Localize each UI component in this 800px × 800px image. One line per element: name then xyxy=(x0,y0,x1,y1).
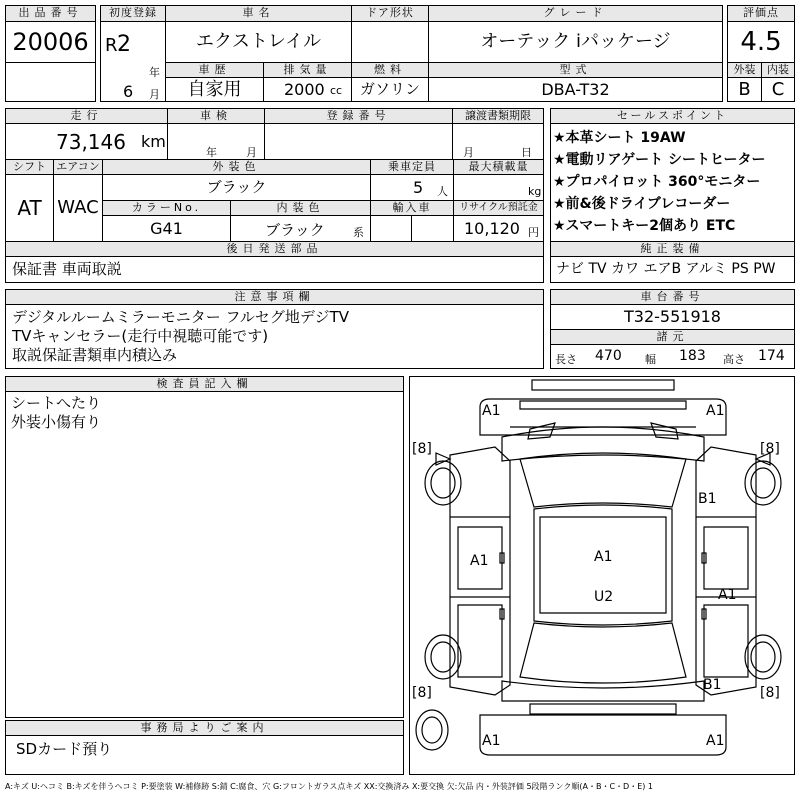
plate-label: 登録番号 xyxy=(264,108,453,124)
sales-point-item: ★電動リアゲート シートヒーター xyxy=(553,152,766,168)
notes-label: 注意事項欄 xyxy=(5,289,544,305)
later-parts-value: 保証書 車両取説 xyxy=(5,256,544,283)
ext-color-value: ブラック xyxy=(102,174,371,201)
shift-value: AT xyxy=(5,174,54,242)
notes-list xyxy=(12,308,537,365)
interior-label: 内装 xyxy=(761,62,795,78)
fuel-value: ガソリン xyxy=(351,77,429,102)
sales-point-item: ★スマートキー2個あり ETC xyxy=(553,218,736,234)
year-value: 2 xyxy=(117,32,131,57)
first-reg-cell xyxy=(100,21,166,102)
model-value: DBA-T32 xyxy=(428,77,723,102)
int-color-cell xyxy=(230,215,371,242)
width-value: 183 xyxy=(679,348,706,364)
dmg-right-rear: B1 xyxy=(703,677,722,693)
inspection-cell xyxy=(167,123,265,160)
era-value: R xyxy=(105,35,118,56)
dmg-rear-left: A1 xyxy=(482,733,501,749)
lot-no-value: 20006 xyxy=(5,21,96,63)
equipment-label: 純正装備 xyxy=(550,241,795,257)
mileage-value: 73,146 xyxy=(56,130,126,154)
car-diagram-svg xyxy=(410,377,796,776)
sales-point-item: ★前&後ドライブレコーダー xyxy=(553,196,731,212)
transfer-day: 日 xyxy=(521,146,532,159)
door-label: ドア形状 xyxy=(351,5,429,22)
grade-value: オーテック iパッケージ xyxy=(428,21,723,63)
first-reg-label: 初度登録 xyxy=(100,5,166,22)
month-suffix: 月 xyxy=(149,88,160,101)
dmg-right-front: B1 xyxy=(698,491,717,507)
damage-diagram xyxy=(409,376,795,775)
displacement-cell xyxy=(263,77,352,102)
dmg-front-right: A1 xyxy=(706,403,725,419)
height-value: 174 xyxy=(758,348,785,364)
office-value: SDカード預り xyxy=(5,735,404,775)
color-no-value: G41 xyxy=(102,215,231,242)
car-name-label: 車名 xyxy=(165,5,352,22)
legend: A:キズ U:ヘコミ B:キズを伴うヘコミ P:要塗装 W:補修跡 S:錆 C:腐食、穴 G:フロントガラス点キズ XX:交換済み X:要交換 欠:欠品 内・外装評価 5段階ランク順(A・B・C・D・E) 1 xyxy=(5,782,654,791)
transfer-cell xyxy=(452,123,544,160)
color-no-label: カラーNo. xyxy=(102,200,231,216)
import-cell xyxy=(370,215,454,242)
fuel-label: 燃料 xyxy=(351,62,429,78)
sales-points-box xyxy=(550,123,795,242)
ext-color-label: 外装色 xyxy=(102,159,371,175)
tag-rear-right: [8] xyxy=(760,685,780,701)
displacement-value: 2000 xyxy=(284,80,325,99)
chassis-value: T32-551918 xyxy=(550,304,795,330)
history-label: 車歴 xyxy=(165,62,264,78)
inspector-box xyxy=(5,391,404,718)
sales-points-label: セールスポイント xyxy=(550,108,795,124)
dmg-front-left: A1 xyxy=(482,403,501,419)
specs-label: 諸元 xyxy=(550,329,795,345)
height-label: 高さ xyxy=(723,353,745,366)
inspector-label: 検査員記入欄 xyxy=(5,376,404,392)
history-value: 自家用 xyxy=(165,77,264,102)
persons-unit: 人 xyxy=(437,185,448,198)
sales-point-item: ★本革シート 19AW xyxy=(553,130,686,146)
sales-points-list xyxy=(553,127,792,237)
cc-unit: cc xyxy=(330,84,343,97)
width-label: 幅 xyxy=(645,353,656,366)
score-value: 4.5 xyxy=(727,21,795,63)
sales-point-item: ★プロパイロット 360°モニター xyxy=(553,174,761,190)
length-value: 470 xyxy=(595,348,622,364)
mileage-label: 走行 xyxy=(5,108,168,124)
inspection-month: 月 xyxy=(246,146,257,159)
int-color-value: ブラック xyxy=(265,221,325,239)
recycle-value: 10,120 xyxy=(464,219,520,238)
note-line-item: デジタルルームミラーモニター フルセグ地デジTV xyxy=(12,308,350,326)
inspection-label: 車検 xyxy=(167,108,265,124)
score-label: 評価点 xyxy=(727,5,795,22)
capacity-value: 5 xyxy=(413,178,424,197)
displacement-label: 排気量 xyxy=(263,62,352,78)
lot-no-label: 出品番号 xyxy=(5,5,96,22)
lot-no-blank xyxy=(5,62,96,102)
note-line-item: 取説保証書類車内積込み xyxy=(12,346,178,364)
max-load-cell xyxy=(453,174,544,201)
yen-unit: 円 xyxy=(528,226,539,239)
exterior-score: B xyxy=(727,77,762,102)
transfer-month: 月 xyxy=(463,146,474,159)
mileage-cell xyxy=(5,123,168,160)
car-name-value: エクストレイル xyxy=(165,21,352,63)
chassis-label: 車台番号 xyxy=(550,289,795,305)
aircon-value: WAC xyxy=(53,174,103,242)
dmg-left-door: A1 xyxy=(470,553,489,569)
model-label: 型式 xyxy=(428,62,723,78)
inspection-year: 年 xyxy=(206,146,217,159)
later-parts-label: 後日発送部品 xyxy=(5,241,544,257)
note-line-item: TVキャンセラー(走行中視聴可能です) xyxy=(12,327,269,345)
interior-score: C xyxy=(761,77,795,102)
dmg-interior: U2 xyxy=(594,589,614,605)
recycle-cell xyxy=(453,215,544,242)
dmg-right-door: A1 xyxy=(718,587,737,603)
tag-side-right: [8] xyxy=(760,441,780,457)
exterior-label: 外装 xyxy=(727,62,762,78)
office-label: 事務局よりご案内 xyxy=(5,720,404,736)
tag-rear-left: [8] xyxy=(412,685,432,701)
inspector-line-item: シートへたり xyxy=(11,394,102,412)
era-suffix: 年 xyxy=(149,66,160,79)
kg-unit: kg xyxy=(528,185,542,198)
length-label: 長さ xyxy=(555,353,577,366)
shift-label: シフト xyxy=(5,159,54,175)
transfer-label: 譲渡書類期限 xyxy=(452,108,544,124)
grade-label: グレード xyxy=(428,5,723,22)
equipment-value: ナビ TV カワ エアB アルミ PS PW xyxy=(550,256,795,283)
max-load-label: 最大積載量 xyxy=(453,159,544,175)
plate-value xyxy=(264,123,453,160)
door-value xyxy=(351,21,429,63)
specs-cell xyxy=(550,344,795,369)
dmg-rear-right: A1 xyxy=(706,733,725,749)
recycle-label: リサイクル預託金 xyxy=(453,200,544,216)
int-color-label: 内装色 xyxy=(230,200,371,216)
month-value: 6 xyxy=(123,82,134,101)
dmg-roof: A1 xyxy=(594,549,613,565)
inspector-line-item: 外装小傷有り xyxy=(11,413,102,431)
capacity-cell xyxy=(370,174,454,201)
aircon-label: エアコン xyxy=(53,159,103,175)
import-label: 輸入車 xyxy=(370,200,454,216)
kei-unit: 系 xyxy=(353,226,364,239)
km-unit: km xyxy=(141,132,166,151)
inspector-list xyxy=(11,394,398,432)
capacity-label: 乗車定員 xyxy=(370,159,454,175)
notes-box xyxy=(5,304,544,369)
tag-side-left: [8] xyxy=(412,441,432,457)
